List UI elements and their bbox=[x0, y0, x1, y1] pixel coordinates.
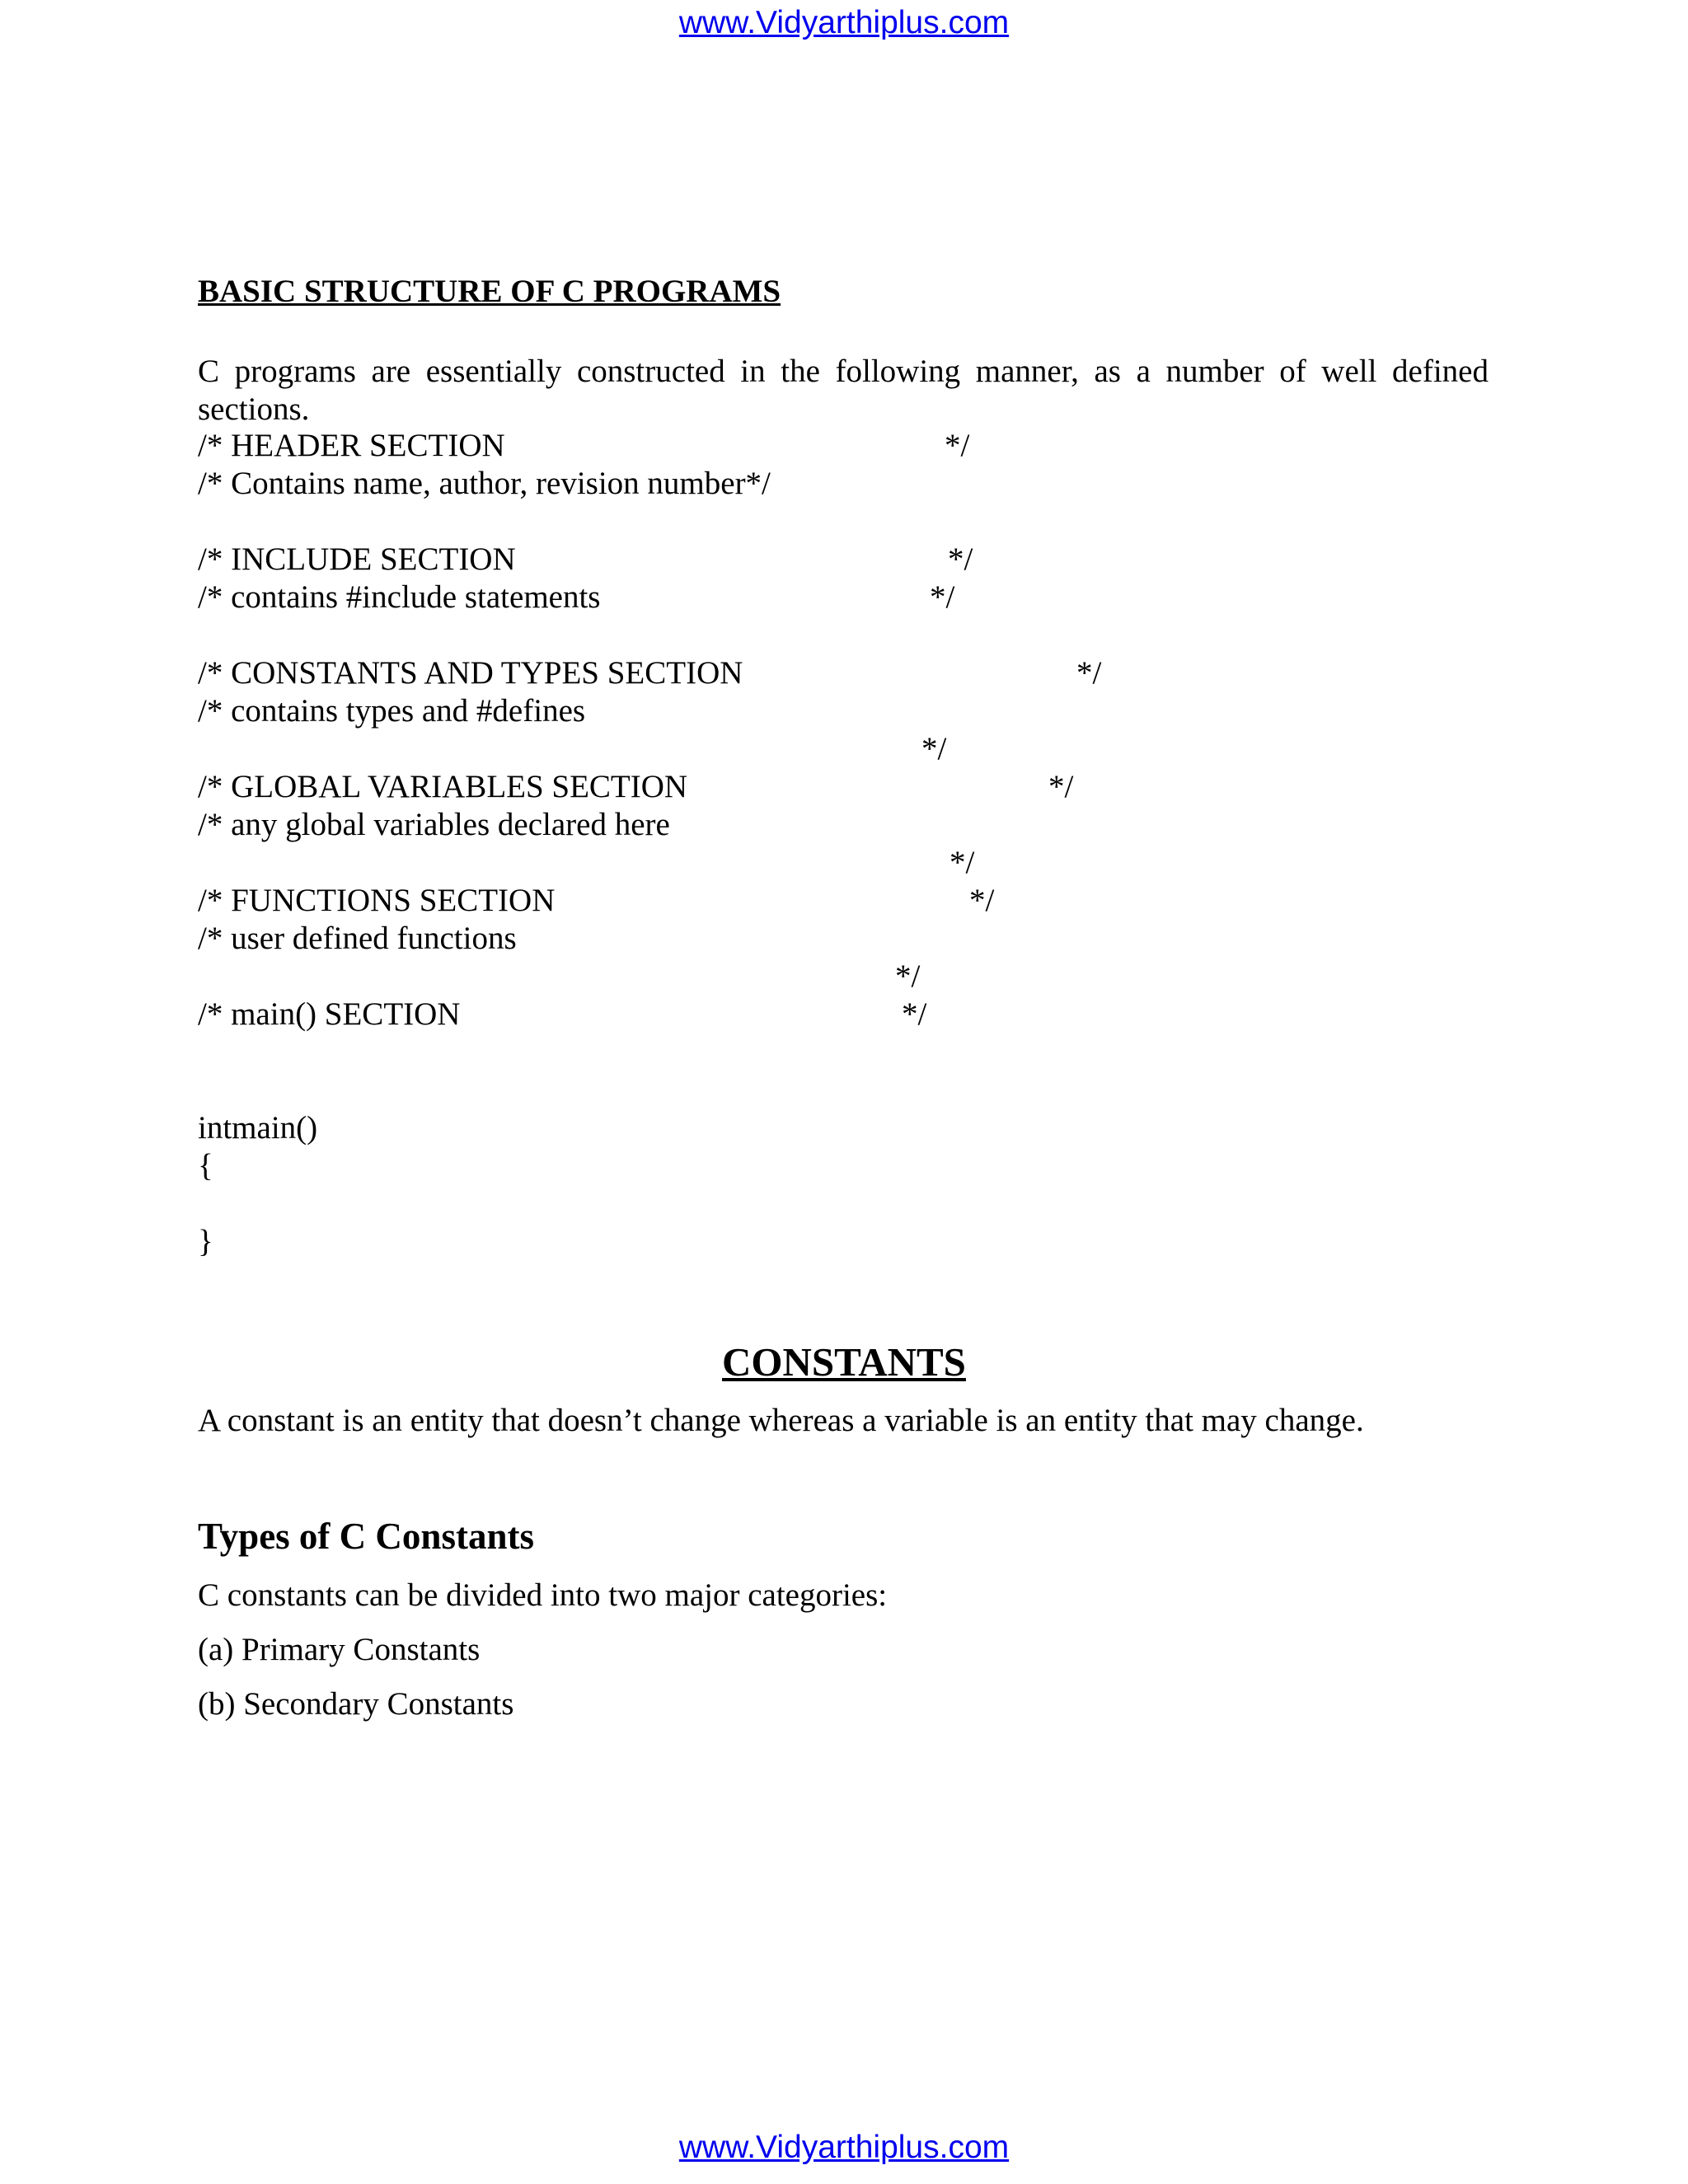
include-section-desc-end: */ bbox=[930, 579, 955, 615]
constants-definition: A constant is an entity that doesn’t change whereas a variable is an entity that may change. bbox=[198, 1403, 1364, 1438]
include-section-title-end: */ bbox=[948, 541, 973, 577]
code-close-brace: } bbox=[198, 1224, 213, 1259]
constants-types-section-desc-end: */ bbox=[921, 731, 947, 766]
header-section-title: /* HEADER SECTION bbox=[198, 428, 505, 463]
global-variables-section-title: /* GLOBAL VARIABLES SECTION bbox=[198, 769, 688, 804]
code-main-signature: intmain() bbox=[198, 1110, 318, 1146]
header-link[interactable]: www.Vidyarthiplus.com bbox=[678, 5, 1010, 40]
global-variables-section-title-end: */ bbox=[1048, 769, 1074, 804]
constants-types-section-desc: /* contains types and #defines bbox=[198, 693, 586, 729]
header-section-desc: /* Contains name, author, revision number*/ bbox=[198, 466, 771, 501]
intro-paragraph: C programs are essentially constructed in the following manner, as a number of well defined sections. bbox=[198, 354, 1489, 427]
footer-link[interactable]: www.Vidyarthiplus.com bbox=[678, 2130, 1010, 2165]
code-open-brace: { bbox=[198, 1148, 213, 1183]
types-intro: C constants can be divided into two major categories: bbox=[198, 1577, 888, 1613]
section-heading-types: Types of C Constants bbox=[198, 1516, 534, 1557]
section-heading-constants: CONSTANTS bbox=[722, 1339, 966, 1385]
functions-section-title: /* FUNCTIONS SECTION bbox=[198, 883, 556, 918]
types-item-primary: (a) Primary Constants bbox=[198, 1632, 481, 1667]
types-item-secondary: (b) Secondary Constants bbox=[198, 1686, 514, 1722]
constants-types-section-title-end: */ bbox=[1076, 655, 1102, 691]
main-section-title: /* main() SECTION bbox=[198, 996, 461, 1032]
global-variables-section-desc-end: */ bbox=[950, 845, 975, 880]
functions-section-desc: /* user defined functions bbox=[198, 921, 517, 956]
functions-section-title-end: */ bbox=[969, 883, 995, 918]
header-section-title-end: */ bbox=[945, 428, 970, 463]
main-section-title-end: */ bbox=[902, 996, 927, 1032]
include-section-title: /* INCLUDE SECTION bbox=[198, 541, 516, 577]
include-section-desc: /* contains #include statements bbox=[198, 579, 601, 615]
functions-section-desc-end: */ bbox=[895, 958, 921, 994]
constants-types-section-title: /* CONSTANTS AND TYPES SECTION bbox=[198, 655, 743, 691]
global-variables-section-desc: /* any global variables declared here bbox=[198, 807, 670, 842]
section-heading-basic-structure: BASIC STRUCTURE OF C PROGRAMS bbox=[198, 274, 781, 309]
